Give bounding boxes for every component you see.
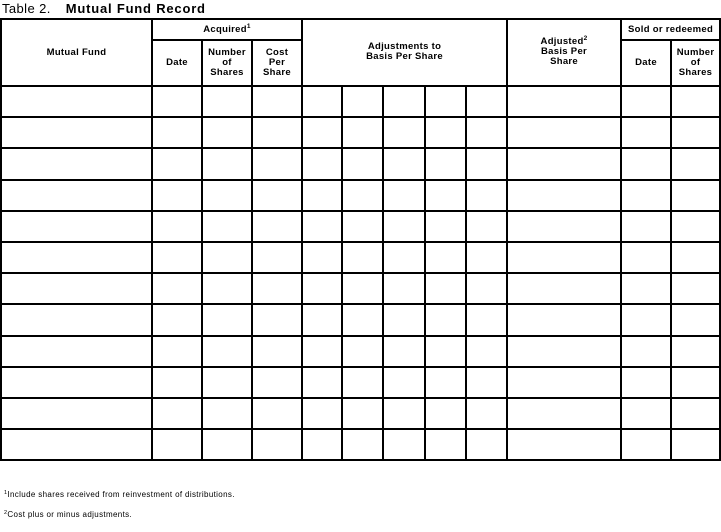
empty-cell: [302, 117, 342, 148]
table-row: [1, 148, 720, 179]
empty-cell: [383, 117, 425, 148]
table-number-label: Table 2.: [2, 1, 51, 16]
empty-cell: [507, 86, 621, 117]
empty-cell: [466, 367, 507, 398]
empty-cell: [621, 429, 671, 460]
empty-cell: [383, 336, 425, 367]
table-title: [2, 1, 206, 16]
empty-cell: [621, 180, 671, 211]
empty-cell: [1, 336, 152, 367]
empty-cell: [152, 273, 202, 304]
empty-cell: [425, 242, 466, 273]
empty-cell: [507, 304, 621, 335]
empty-cell: [342, 273, 383, 304]
empty-cell: [252, 242, 302, 273]
empty-cell: [466, 86, 507, 117]
empty-cell: [466, 242, 507, 273]
empty-cell: [302, 242, 342, 273]
empty-cell: [342, 242, 383, 273]
empty-cell: [252, 304, 302, 335]
mutual-fund-record-table: [0, 18, 721, 461]
empty-cell: [671, 367, 720, 398]
footnote-1-marker: 1: [4, 490, 8, 496]
number-line2: of: [690, 57, 701, 68]
table-row: [1, 429, 720, 460]
empty-cell: [425, 148, 466, 179]
empty-cell: [252, 148, 302, 179]
empty-cell: [152, 304, 202, 335]
empty-cell: [302, 273, 342, 304]
empty-cell: [383, 86, 425, 117]
empty-cell: [425, 429, 466, 460]
number-line3: Shares: [210, 67, 244, 78]
empty-cell: [425, 211, 466, 242]
empty-cell: [202, 211, 252, 242]
footnote-2: [4, 510, 235, 520]
empty-cell: [202, 367, 252, 398]
empty-cell: [621, 117, 671, 148]
adjusted-basis-line2: Basis Per: [541, 45, 588, 57]
empty-cell: [1, 148, 152, 179]
footnote-1-text: Include shares received from reinvestment of distributions.: [7, 490, 235, 499]
empty-cell: [671, 273, 720, 304]
col-group-sold-or-redeemed: Sold or redeemed: [621, 19, 720, 40]
empty-cell: [507, 211, 621, 242]
empty-cell: [202, 148, 252, 179]
table-name-label: Mutual Fund Record: [65, 1, 206, 16]
col-group-adjustments: [302, 19, 507, 86]
empty-cell: [342, 429, 383, 460]
footnote-2-text: Cost plus or minus adjustments.: [7, 510, 133, 519]
empty-cell: [1, 304, 152, 335]
empty-cell: [1, 367, 152, 398]
empty-cell: [202, 242, 252, 273]
adjusted-basis-line3: Share: [550, 55, 578, 67]
empty-cell: [252, 180, 302, 211]
footnote-2-marker: 2: [4, 510, 8, 516]
empty-cell: [302, 398, 342, 429]
empty-cell: [671, 148, 720, 179]
empty-cell: [302, 336, 342, 367]
empty-cell: [152, 86, 202, 117]
empty-cell: [202, 304, 252, 335]
empty-cell: [466, 117, 507, 148]
table-row: [1, 211, 720, 242]
table-row: [1, 398, 720, 429]
empty-cell: [202, 336, 252, 367]
empty-cell: [342, 117, 383, 148]
col-header-mutual-fund: Mutual Fund: [1, 19, 152, 86]
empty-cell: [252, 117, 302, 148]
empty-cell: [425, 398, 466, 429]
empty-cell: [425, 336, 466, 367]
empty-cell: [425, 273, 466, 304]
col-header-adjusted-basis: [507, 19, 621, 86]
table-row: [1, 367, 720, 398]
footnotes: [4, 490, 235, 530]
empty-cell: [466, 398, 507, 429]
empty-cell: [466, 429, 507, 460]
empty-cell: [671, 211, 720, 242]
acquired-footnote-marker: 1: [246, 22, 251, 30]
empty-cell: [621, 273, 671, 304]
empty-cell: [671, 86, 720, 117]
header-row-groups: [1, 19, 720, 40]
cost-line2: Per: [268, 57, 286, 68]
col-header-cost-per-share: [252, 40, 302, 86]
empty-cell: [152, 148, 202, 179]
table-row: [1, 117, 720, 148]
empty-cell: [621, 86, 671, 117]
empty-cell: [1, 180, 152, 211]
empty-cell: [202, 429, 252, 460]
empty-cell: [152, 336, 202, 367]
adjusted-label: Adjusted: [540, 35, 584, 47]
empty-cell: [152, 211, 202, 242]
number-line2: of: [222, 57, 232, 68]
empty-cell: [507, 398, 621, 429]
table-row: [1, 336, 720, 367]
empty-cell: [671, 304, 720, 335]
adjusted-footnote-marker: 2: [583, 34, 588, 42]
empty-cell: [1, 86, 152, 117]
empty-cell: [342, 86, 383, 117]
empty-cell: [1, 273, 152, 304]
empty-cell: [202, 398, 252, 429]
col-group-acquired: [152, 19, 302, 40]
empty-cell: [383, 242, 425, 273]
empty-cell: [342, 398, 383, 429]
adjustments-label-line1: Adjustments to: [367, 40, 442, 52]
empty-cell: [302, 429, 342, 460]
number-line1: Number: [208, 47, 246, 58]
col-header-sold-date: Date: [621, 40, 671, 86]
acquired-label: Acquired: [203, 23, 247, 35]
empty-cell: [621, 211, 671, 242]
empty-cell: [383, 211, 425, 242]
table-header: [1, 19, 720, 86]
empty-cell: [507, 242, 621, 273]
empty-cell: [383, 148, 425, 179]
table-row: [1, 86, 720, 117]
empty-cell: [1, 429, 152, 460]
empty-cell: [252, 86, 302, 117]
empty-cell: [671, 429, 720, 460]
empty-cell: [342, 304, 383, 335]
empty-cell: [425, 117, 466, 148]
empty-cell: [1, 211, 152, 242]
empty-cell: [507, 336, 621, 367]
empty-cell: [621, 336, 671, 367]
empty-cell: [202, 117, 252, 148]
empty-cell: [302, 211, 342, 242]
empty-cell: [252, 367, 302, 398]
empty-cell: [302, 148, 342, 179]
col-header-acquired-date: Date: [152, 40, 202, 86]
empty-cell: [252, 211, 302, 242]
empty-cell: [671, 242, 720, 273]
empty-cell: [507, 117, 621, 148]
empty-cell: [302, 367, 342, 398]
number-line1: Number: [676, 47, 715, 58]
col-header-acquired-number-of-shares: [202, 40, 252, 86]
empty-cell: [342, 148, 383, 179]
empty-cell: [507, 180, 621, 211]
empty-cell: [152, 180, 202, 211]
empty-cell: [671, 336, 720, 367]
empty-cell: [252, 273, 302, 304]
empty-cell: [466, 211, 507, 242]
empty-cell: [152, 398, 202, 429]
empty-cell: [383, 273, 425, 304]
empty-cell: [342, 336, 383, 367]
adjusted-basis-line1: [508, 34, 620, 47]
empty-cell: [152, 429, 202, 460]
empty-cell: [507, 148, 621, 179]
empty-cell: [671, 180, 720, 211]
empty-cell: [1, 398, 152, 429]
table-row: [1, 242, 720, 273]
empty-cell: [152, 117, 202, 148]
empty-cell: [425, 367, 466, 398]
adjustments-label-line2: Basis Per Share: [366, 50, 443, 62]
empty-cell: [302, 180, 342, 211]
empty-cell: [621, 398, 671, 429]
empty-cell: [252, 398, 302, 429]
empty-cell: [252, 336, 302, 367]
empty-cell: [342, 180, 383, 211]
empty-cell: [202, 273, 252, 304]
empty-cell: [1, 242, 152, 273]
empty-cell: [466, 304, 507, 335]
col-header-sold-number-of-shares: [671, 40, 720, 86]
empty-cell: [202, 86, 252, 117]
empty-cell: [383, 180, 425, 211]
empty-cell: [302, 304, 342, 335]
empty-cell: [342, 367, 383, 398]
empty-cell: [507, 429, 621, 460]
empty-cell: [425, 304, 466, 335]
empty-cell: [466, 180, 507, 211]
empty-cell: [466, 336, 507, 367]
cost-line3: Share: [263, 67, 291, 78]
empty-cell: [621, 148, 671, 179]
empty-cell: [466, 148, 507, 179]
empty-cell: [621, 304, 671, 335]
empty-cell: [621, 367, 671, 398]
empty-cell: [383, 398, 425, 429]
empty-cell: [507, 273, 621, 304]
empty-cell: [671, 398, 720, 429]
table-row: [1, 304, 720, 335]
empty-cell: [671, 117, 720, 148]
empty-cell: [302, 86, 342, 117]
empty-cell: [252, 429, 302, 460]
footnote-1: [4, 490, 235, 500]
empty-cell: [383, 367, 425, 398]
empty-cell: [466, 273, 507, 304]
empty-cell: [383, 429, 425, 460]
table-row: [1, 180, 720, 211]
empty-cell: [342, 211, 383, 242]
cost-line1: Cost: [265, 47, 289, 58]
empty-cell: [152, 242, 202, 273]
empty-cell: [1, 117, 152, 148]
empty-cell: [202, 180, 252, 211]
number-line3: Shares: [678, 67, 713, 78]
table-row: [1, 273, 720, 304]
empty-cell: [507, 367, 621, 398]
empty-cell: [621, 242, 671, 273]
empty-cell: [425, 180, 466, 211]
empty-cell: [425, 86, 466, 117]
empty-cell: [383, 304, 425, 335]
table-body: [1, 86, 720, 460]
empty-cell: [152, 367, 202, 398]
